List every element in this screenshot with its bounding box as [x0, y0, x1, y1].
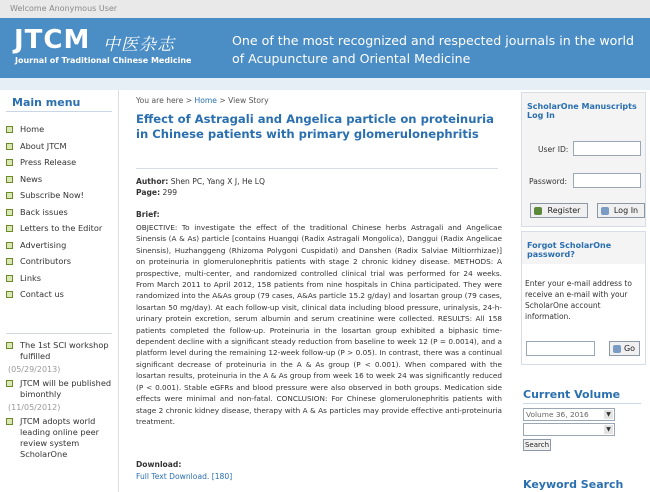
sidebar-item-contact[interactable]: Contact us: [6, 289, 114, 300]
breadcrumb: You are here > Home > View Story: [136, 96, 269, 105]
news-item[interactable]: JTCM adopts world leading online peer review system ScholarOne: [6, 416, 114, 460]
bullet-icon: [6, 225, 13, 232]
right-sidebar: [517, 90, 650, 492]
news-item[interactable]: The 1st SCI workshop fulfilled: [6, 340, 114, 362]
password-label: Password:: [529, 177, 568, 186]
login-panel: [521, 92, 646, 227]
volume-select[interactable]: Volume 36, 2016 ▼: [523, 408, 615, 421]
sidebar-item-links[interactable]: Links: [6, 273, 114, 284]
sidebar-item-advertising[interactable]: Advertising: [6, 240, 114, 251]
sidebar-item-contributors[interactable]: Contributors: [6, 256, 114, 267]
issue-select[interactable]: [523, 423, 615, 436]
current-volume-title: Current Volume: [523, 388, 621, 401]
bullet-icon: [6, 192, 13, 199]
go-icon: [613, 345, 621, 353]
site-logo-chinese: 中医杂志: [103, 35, 175, 55]
top-bar: [0, 0, 650, 18]
bullet-icon: [6, 143, 13, 150]
go-button[interactable]: Go: [609, 341, 640, 356]
brief-label: Brief:: [136, 210, 160, 219]
news-date: (05/29/2013): [8, 365, 61, 374]
header-band: [0, 78, 650, 90]
register-button[interactable]: Register: [530, 203, 588, 218]
volume-search-button[interactable]: Search: [524, 441, 550, 449]
keyword-search-title: Keyword Search: [523, 478, 624, 491]
sidebar-item-back-issues[interactable]: Back issues: [6, 207, 114, 218]
site-header: [0, 18, 650, 78]
password-input[interactable]: [573, 173, 641, 188]
article-abstract: OBJECTIVE: To investigate the effect of the traditional Chinese herbs Astragali and Angelicae Sinensis (A & As) particle [contains Huangqi (Radix Astragali Mongolica), Danggui (Radix Angelicae Sinensis), Huzhanggeng (Rhizoma Polygoni Cuspidati) and Danshen (Radix Salviae Miltiorrhizae)] on proteinuria in glomerulonephritis patients with stage 2 chronic kidney disease. METHODS: A prospective, multi-center, and randomized controlled clinical trial was performed for 24 weeks. From March 2011 to April 2012, 158 patients from nine hospitals in China participated. They were randomized into the A&As group (79 cases, A&As particle 15.2 g/day) and losartan group (79 cases, losartan 50 mg/day). At each follow-up visit, clinical data including blood pressure, urinalysis, 24-h-urinary protein excretion, serum albumin and serum creatinine were collected. RESULTS: All 158 patients completed the follow-up. Proteinuria in the losartan group exhibited a biphasic time-dependent decline with a significant steady reduction from baseline to week 12 (P = 0.0014), and a platform level during the remaining 12-week follow-up (P > 0.05). In contrast, there was a continual significant decrease of proteinuria in the A & As group (P < 0.001). When compared with the losartan results, proteinuria in the A & As group from week 16 to week 24 was significantly reduced (P < 0.001). Stable eGFRs and blood pressure were also observed in both groups. Medication side effects were minimal and non-fatal. CONCLUSION: For Chinese glomerulonephritis patients with stage 2 chronic kidney disease, therapy with A & As particles may provide effective anti-proteinuria treatment.: [136, 223, 502, 426]
site-logo-subtitle: Journal of Traditional Chinese Medicine: [15, 56, 192, 65]
menu-divider: [6, 111, 112, 112]
news-item[interactable]: JTCM will be published bimonthly: [6, 378, 114, 400]
left-sidebar: [0, 90, 119, 492]
forgot-password-text: Enter your e-mail address to receive an e-mail with your ScholarOne account information.: [525, 279, 632, 321]
title-divider: [136, 168, 498, 169]
breadcrumb-home-link[interactable]: Home: [194, 96, 217, 105]
article-page: 299: [162, 188, 178, 197]
sidebar-item-subscribe[interactable]: Subscribe Now!: [6, 190, 114, 201]
user-id-input[interactable]: [573, 141, 641, 156]
forgot-email-input[interactable]: [526, 341, 595, 356]
bullet-icon: [6, 418, 13, 425]
main-menu-title: Main menu: [12, 96, 81, 109]
news-divider: [6, 333, 112, 334]
bullet-icon: [6, 209, 13, 216]
main-menu: [6, 124, 114, 306]
site-logo[interactable]: JTCM: [14, 25, 91, 55]
bullet-icon: [6, 291, 13, 298]
bullet-icon: [6, 176, 13, 183]
register-icon: [534, 207, 542, 215]
bullet-icon: [6, 342, 13, 349]
news-list: [6, 333, 114, 460]
bullet-icon: [6, 258, 13, 265]
bullet-icon: [6, 380, 13, 387]
chevron-down-icon: ▼: [604, 425, 613, 434]
article-meta: Author: Shen PC, Yang X J, He LQ Page: 299: [136, 177, 265, 197]
chevron-down-icon: ▼: [604, 410, 613, 419]
bullet-icon: [6, 159, 13, 166]
full-text-download-link[interactable]: Full Text Download. [180]: [136, 472, 233, 481]
welcome-text: Welcome Anonymous User: [10, 4, 118, 13]
sidebar-item-about[interactable]: About JTCM: [6, 141, 114, 152]
download-label: Download:: [136, 460, 182, 469]
forgot-password-title: Forgot ScholarOne password?: [522, 232, 645, 264]
news-date: (11/05/2012): [8, 403, 61, 412]
user-id-label: User ID:: [538, 145, 569, 154]
login-panel-title: ScholarOne Manuscripts Log In: [527, 102, 637, 120]
sidebar-item-news[interactable]: News: [6, 174, 114, 185]
sidebar-item-press-release[interactable]: Press Release: [6, 157, 114, 168]
bullet-icon: [6, 275, 13, 282]
sidebar-item-letters[interactable]: Letters to the Editor: [6, 223, 114, 234]
current-volume-divider: [523, 403, 641, 404]
bullet-icon: [6, 242, 13, 249]
sidebar-item-home[interactable]: Home: [6, 124, 114, 135]
header-tagline: One of the most recognized and respected journals in the world of Acupuncture and Oriental Medicine: [232, 33, 635, 66]
article-title: Effect of Astragali and Angelica particle on proteinuria in Chinese patients with primary glomerulonephritis: [136, 112, 494, 141]
breadcrumb-current: View Story: [228, 96, 269, 105]
bullet-icon: [6, 126, 13, 133]
article-authors: Shen PC, Yang X J, He LQ: [170, 177, 265, 186]
login-button[interactable]: Log In: [597, 203, 645, 218]
login-icon: [601, 207, 609, 215]
